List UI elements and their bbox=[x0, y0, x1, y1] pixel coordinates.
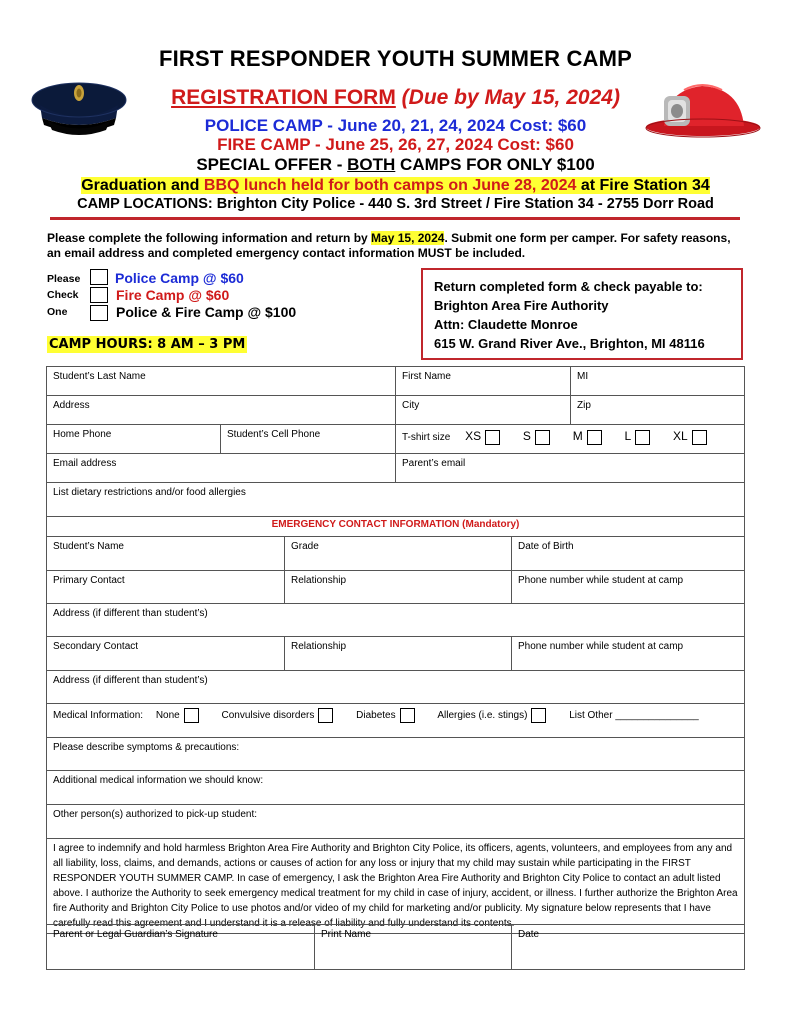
student-info-table bbox=[46, 366, 745, 517]
student-name-label: Student’s Name bbox=[53, 541, 124, 552]
city-field[interactable] bbox=[396, 396, 571, 425]
return-line-1: Return completed form & check payable to: bbox=[434, 279, 703, 294]
header-divider bbox=[50, 217, 740, 220]
form-title: FIRST RESPONDER YOUTH SUMMER CAMP bbox=[158, 46, 633, 71]
size-xs-label: XS bbox=[465, 429, 482, 443]
primary-relationship-label: Relationship bbox=[291, 575, 347, 586]
emergency-contact-table bbox=[46, 516, 745, 934]
secondary-contact-label: Secondary Contact bbox=[53, 641, 139, 652]
dietary-field[interactable] bbox=[47, 483, 745, 517]
size-xs-checkbox[interactable] bbox=[485, 430, 500, 445]
medical-convulsive-label: Convulsive disorders bbox=[221, 710, 315, 722]
size-l-label: L bbox=[624, 429, 632, 443]
primary-phone-label: Phone number while student at camp bbox=[518, 575, 684, 586]
tshirt-size-field bbox=[396, 425, 745, 454]
first-name-label: First Name bbox=[402, 371, 451, 382]
medical-allergies-label: Allergies (i.e. stings) bbox=[437, 710, 528, 722]
pickup-persons-field[interactable] bbox=[47, 805, 745, 839]
return-line-4: 615 W. Grand River Ave., Brighton, MI 48116 bbox=[434, 336, 705, 351]
email-field[interactable] bbox=[47, 454, 396, 483]
cell-phone-label: Student’s Cell Phone bbox=[227, 429, 321, 440]
registration-form-label: REGISTRATION FORM bbox=[171, 86, 396, 109]
secondary-phone-field[interactable] bbox=[512, 637, 745, 671]
email-label: Email address bbox=[53, 458, 117, 469]
city-label: City bbox=[402, 400, 420, 411]
dob-field[interactable] bbox=[512, 537, 745, 571]
secondary-address-field[interactable] bbox=[47, 671, 745, 704]
medical-allergies-checkbox[interactable] bbox=[531, 708, 546, 723]
size-xl-label: XL bbox=[672, 429, 688, 443]
home-phone-label: Home Phone bbox=[53, 429, 112, 440]
camp-hours: CAMP HOURS: 8 AM – 3 PM bbox=[49, 337, 246, 352]
special-offer-both: BOTH bbox=[347, 155, 396, 174]
cell-phone-field[interactable] bbox=[221, 425, 396, 454]
primary-phone-field[interactable] bbox=[512, 571, 745, 604]
print-name-label: Print Name bbox=[321, 929, 372, 940]
primary-address-field[interactable] bbox=[47, 604, 745, 637]
zip-field[interactable] bbox=[571, 396, 745, 425]
primary-relationship-field[interactable] bbox=[285, 571, 512, 604]
primary-address-label: Address (if different than student’s) bbox=[53, 608, 208, 619]
medical-diabetes-label: Diabetes bbox=[356, 710, 396, 722]
size-s-label: S bbox=[522, 429, 531, 443]
medical-none-checkbox[interactable] bbox=[184, 708, 199, 723]
size-l-checkbox[interactable] bbox=[635, 430, 650, 445]
secondary-relationship-field[interactable] bbox=[285, 637, 512, 671]
registration-heading bbox=[0, 86, 791, 110]
emergency-heading: EMERGENCY CONTACT INFORMATION (Mandatory) bbox=[47, 517, 745, 537]
parent-email-label: Parent’s email bbox=[402, 458, 466, 469]
graduation-text-b: BBQ lunch held for both camps on June 28, 2024 bbox=[203, 177, 577, 194]
instructions-part2: . Submit one form per camper. For safety reasons, an email address and completed emergency contact information MUST be included. bbox=[47, 231, 731, 260]
signature-table bbox=[46, 924, 745, 970]
secondary-phone-label: Phone number while student at camp bbox=[518, 641, 684, 652]
dietary-label: List dietary restrictions and/or food allergies bbox=[53, 487, 246, 498]
police-camp-option: Police Camp @ $60 bbox=[115, 270, 244, 286]
size-m-label: M bbox=[572, 429, 583, 443]
signature-date-field[interactable] bbox=[512, 925, 745, 970]
mi-field[interactable] bbox=[571, 367, 745, 396]
instructions-date: May 15, 2024 bbox=[371, 231, 445, 245]
instructions bbox=[47, 231, 747, 261]
medical-info-label: Medical Information: bbox=[53, 710, 144, 722]
address-field[interactable] bbox=[47, 396, 396, 425]
graduation-note bbox=[0, 177, 791, 195]
guardian-signature-label: Parent or Legal Guardian’s Signature bbox=[53, 929, 218, 940]
fire-camp-option: Fire Camp @ $60 bbox=[116, 287, 230, 303]
fire-camp-dates: FIRE CAMP - June 25, 26, 27, 2024 Cost: $60 bbox=[217, 135, 574, 154]
due-date: (Due by May 15, 2024) bbox=[401, 86, 620, 109]
fire-camp-checkbox[interactable] bbox=[90, 287, 108, 303]
size-s-checkbox[interactable] bbox=[535, 430, 550, 445]
student-name-field[interactable] bbox=[47, 537, 285, 571]
secondary-address-label: Address (if different than student’s) bbox=[53, 675, 208, 686]
mi-label: MI bbox=[577, 371, 589, 382]
secondary-relationship-label: Relationship bbox=[291, 641, 347, 652]
parent-email-field[interactable] bbox=[396, 454, 745, 483]
print-name-field[interactable] bbox=[315, 925, 512, 970]
special-offer bbox=[0, 155, 791, 175]
address-label: Address bbox=[53, 400, 90, 411]
graduation-text-c: at Fire Station 34 bbox=[576, 177, 710, 194]
return-line-3: Attn: Claudette Monroe bbox=[434, 317, 578, 332]
special-offer-prefix: SPECIAL OFFER - bbox=[196, 155, 348, 174]
primary-contact-label: Primary Contact bbox=[53, 575, 125, 586]
police-camp-dates: POLICE CAMP - June 20, 21, 24, 2024 Cost: $60 bbox=[204, 116, 587, 135]
additional-medical-field[interactable] bbox=[47, 771, 745, 805]
medical-list-other[interactable]: List Other _______________ bbox=[569, 710, 699, 722]
dob-label: Date of Birth bbox=[518, 541, 574, 552]
size-m-checkbox[interactable] bbox=[587, 430, 602, 445]
camp-locations: CAMP LOCATIONS: Brighton City Police - 440 S. 3rd Street / Fire Station 34 - 2755 Dorr Road bbox=[77, 196, 714, 212]
signature-date-label: Date bbox=[518, 929, 540, 940]
additional-medical-label: Additional medical information we should know: bbox=[53, 775, 264, 786]
both-camps-checkbox[interactable] bbox=[90, 305, 108, 321]
zip-label: Zip bbox=[577, 400, 591, 411]
liability-waiver: I agree to indemnify and hold harmless Brighton Area Fire Authority and Brighton City Police, its officers, agents, volunteers, and employees from any and all liability, loss, claims, and demands, actions or causes of action for any loss or injury that my child may sustain while participating in the FIRST RESPONDER YOUTH SUMMER CAMP. In case of emergency, I ask the Brighton Area Fire Authority and Brighton City Police to contact an adult listed above. I authorize the Authority to seek emergency medical treatment for my child in case of injury, accident, or illness. I further authorize the Brighton Area fire Authority and Brighton City Police to use photos and/or video of my child for marketing and/or publicity. My signature below represents that I have carefully read this agreement and I understand it is a release of liability and fully understand its contents. bbox=[47, 839, 745, 934]
pickup-persons-label: Other person(s) authorized to pick-up student: bbox=[53, 809, 257, 820]
return-address-box bbox=[421, 268, 743, 360]
grade-label: Grade bbox=[291, 541, 319, 552]
guardian-signature-field[interactable] bbox=[47, 925, 315, 970]
medical-none-label: None bbox=[155, 710, 180, 722]
both-camps-option: Police & Fire Camp @ $100 bbox=[116, 304, 297, 320]
size-xl-checkbox[interactable] bbox=[692, 430, 707, 445]
secondary-contact-field[interactable] bbox=[47, 637, 285, 671]
symptoms-label: Please describe symptoms & precautions: bbox=[53, 742, 240, 753]
medical-info-row bbox=[47, 704, 745, 738]
choice-label-check: Check bbox=[47, 289, 79, 301]
grade-field[interactable] bbox=[285, 537, 512, 571]
home-phone-field[interactable] bbox=[47, 425, 221, 454]
instructions-part1: Please complete the following information and return by bbox=[47, 231, 372, 245]
symptoms-field[interactable] bbox=[47, 738, 745, 771]
choice-label-please: Please bbox=[47, 273, 81, 285]
choice-label-one: One bbox=[47, 306, 68, 318]
last-name-label: Student’s Last Name bbox=[53, 371, 146, 382]
medical-diabetes-checkbox[interactable] bbox=[400, 708, 415, 723]
first-name-field[interactable] bbox=[396, 367, 571, 396]
police-camp-checkbox[interactable] bbox=[90, 269, 108, 285]
return-line-2: Brighton Area Fire Authority bbox=[434, 298, 609, 313]
graduation-text-a: Graduation and bbox=[81, 177, 204, 194]
special-offer-suffix: CAMPS FOR ONLY $100 bbox=[395, 155, 595, 174]
primary-contact-field[interactable] bbox=[47, 571, 285, 604]
tshirt-size-label: T-shirt size bbox=[402, 432, 451, 443]
medical-convulsive-checkbox[interactable] bbox=[318, 708, 333, 723]
last-name-field[interactable] bbox=[47, 367, 396, 396]
